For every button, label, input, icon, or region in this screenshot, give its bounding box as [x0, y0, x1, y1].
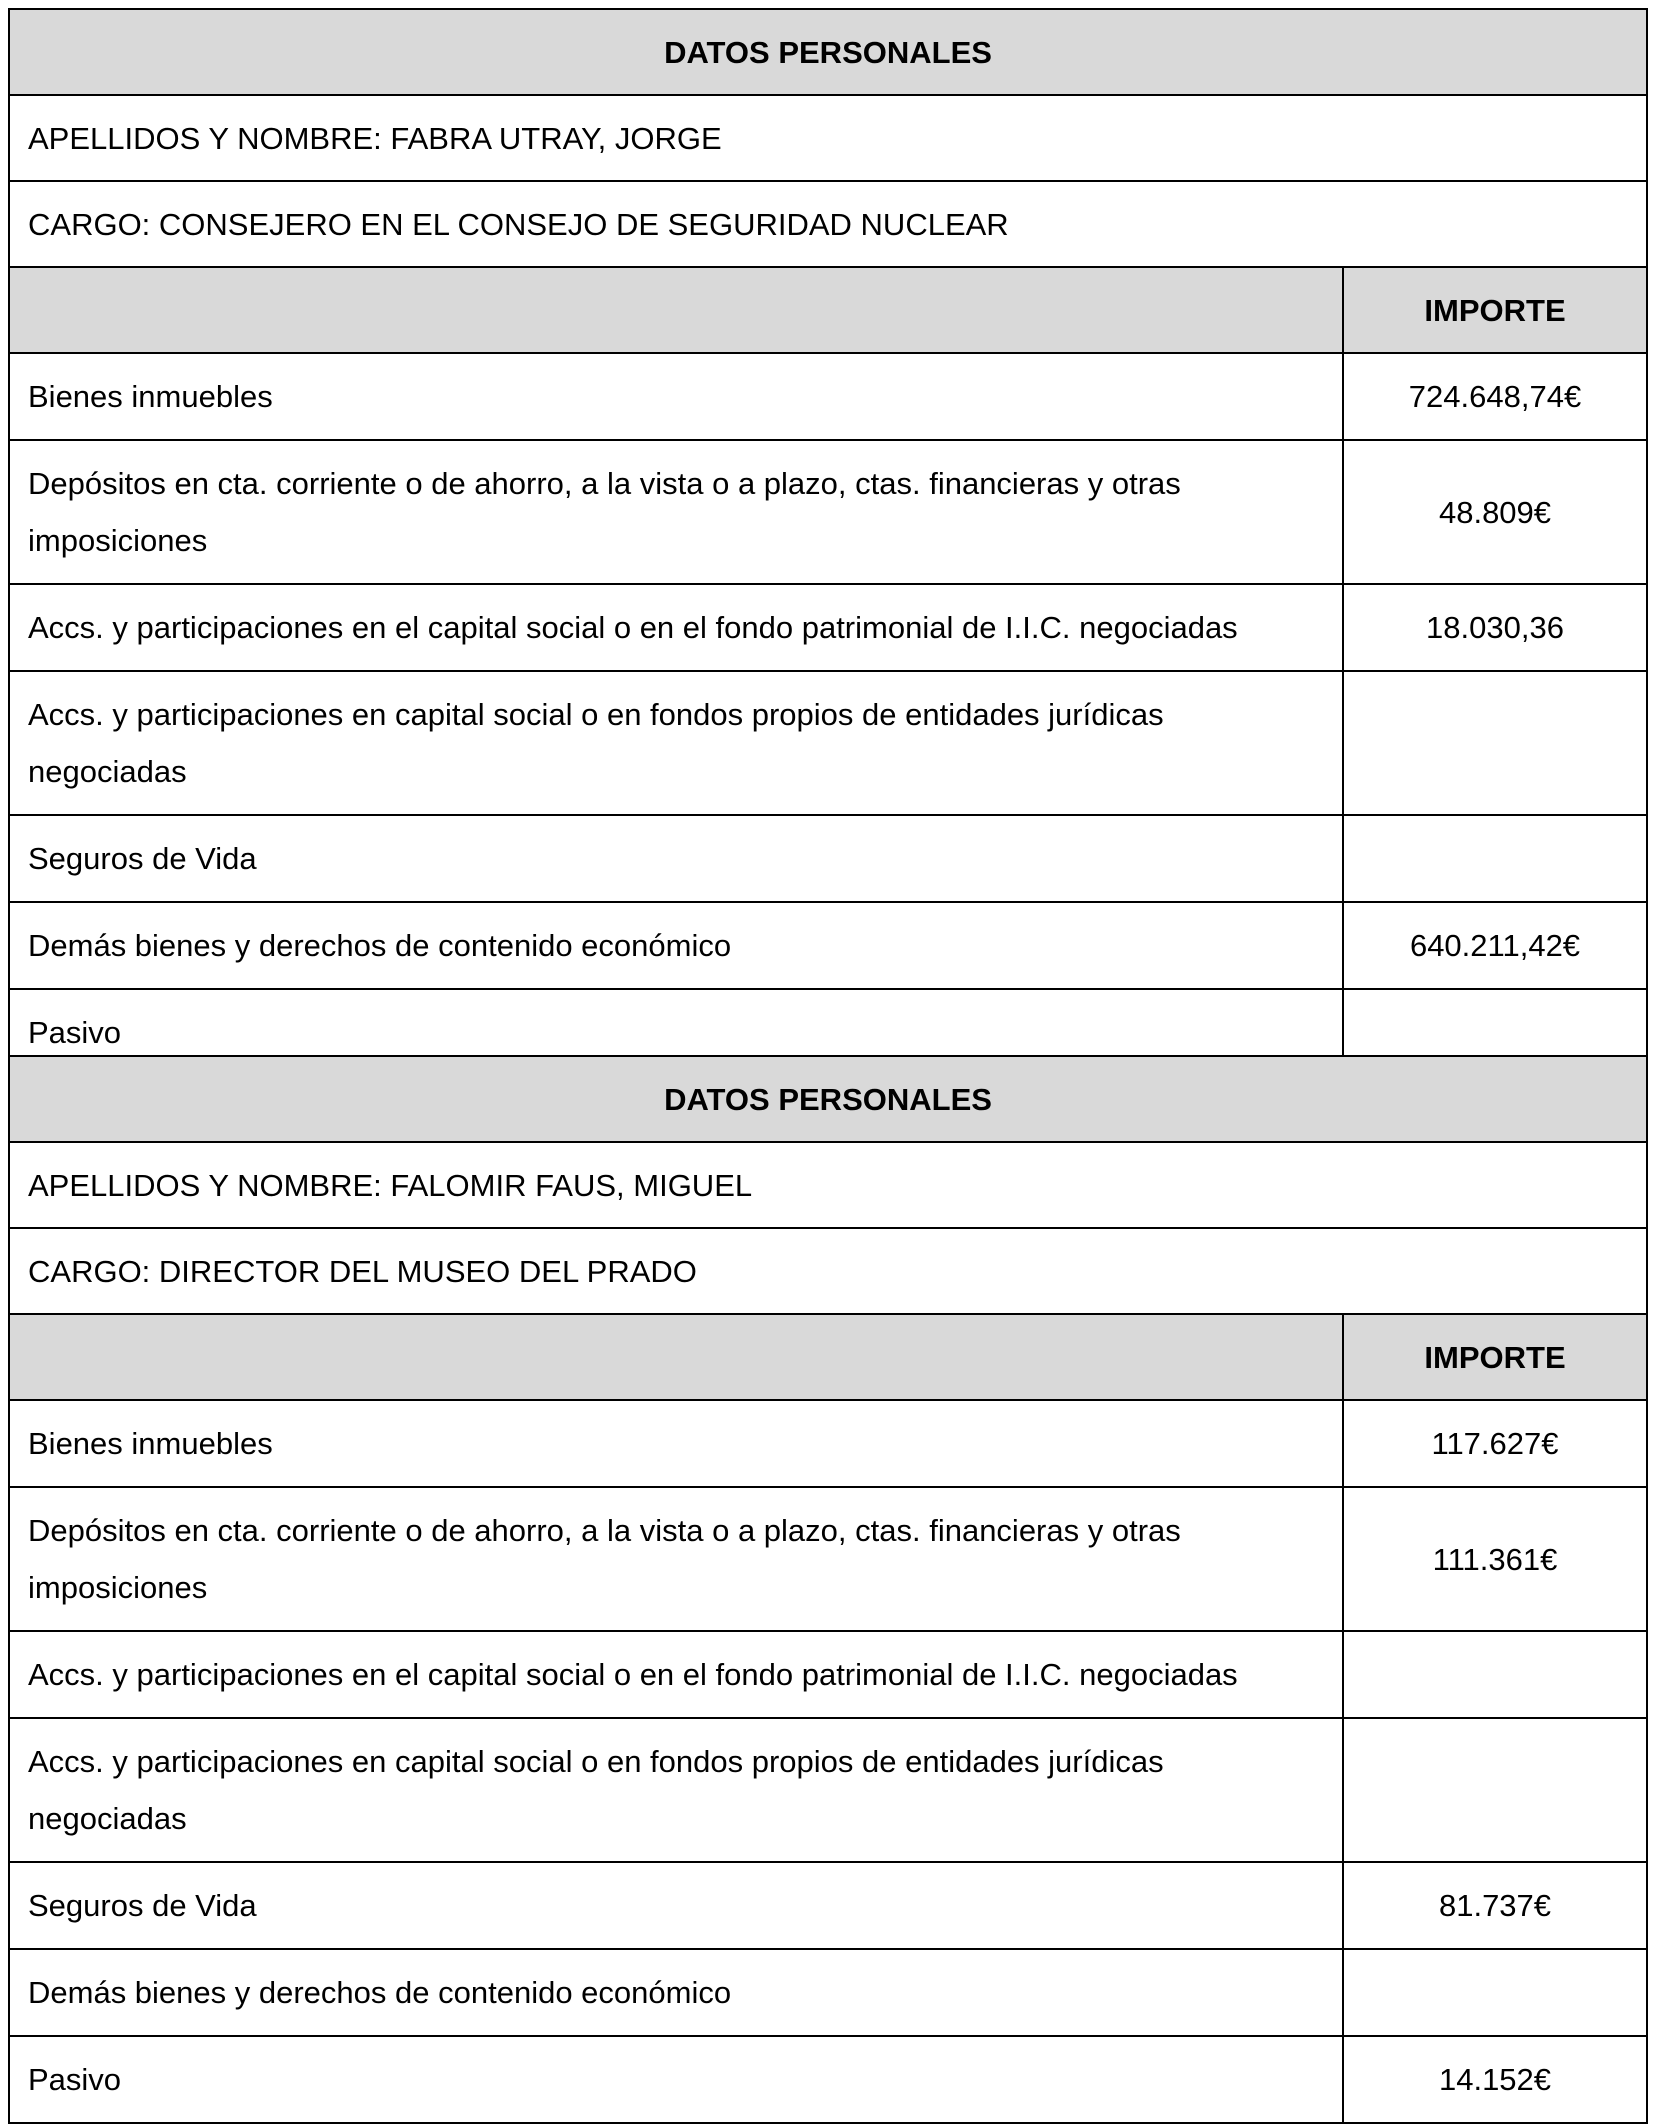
row-value: 14.152€ — [1343, 2036, 1647, 2123]
amount-column-header: IMPORTE — [1343, 267, 1647, 353]
amount-column-header: IMPORTE — [1343, 1314, 1647, 1400]
row-label: Accs. y participaciones en el capital social o en el fondo patrimonial de I.I.C. negociadas — [9, 584, 1343, 671]
row-label: Pasivo — [9, 2036, 1343, 2123]
declaration-table-2 — [8, 1055, 1646, 2124]
table-row — [9, 815, 1647, 902]
row-label: Accs. y participaciones en capital social o en fondos propios de entidades jurídicas negociadas — [9, 671, 1343, 815]
table-row — [9, 1949, 1647, 2036]
table-row — [9, 1718, 1647, 1862]
row-label: Seguros de Vida — [9, 815, 1343, 902]
row-value: 48.809€ — [1343, 440, 1647, 584]
row-label: Accs. y participaciones en capital social o en fondos propios de entidades jurídicas negociadas — [9, 1718, 1343, 1862]
row-value — [1343, 1631, 1647, 1718]
row-label: Depósitos en cta. corriente o de ahorro, a la vista o a plazo, ctas. financieras y otras imposiciones — [9, 440, 1343, 584]
row-label: Demás bienes y derechos de contenido económico — [9, 902, 1343, 989]
column-header-blank — [9, 267, 1343, 353]
row-value — [1343, 1949, 1647, 2036]
table-row — [9, 1400, 1647, 1487]
row-label: Bienes inmuebles — [9, 353, 1343, 440]
table-row — [9, 1631, 1647, 1718]
name-line: APELLIDOS Y NOMBRE: FABRA UTRAY, JORGE — [9, 95, 1647, 181]
row-label: Pasivo — [9, 989, 1343, 1076]
row-value: 724.648,74€ — [1343, 353, 1647, 440]
section-title: DATOS PERSONALES — [9, 9, 1647, 95]
row-value: 111.361€ — [1343, 1487, 1647, 1631]
column-header-blank — [9, 1314, 1343, 1400]
row-value — [1343, 1718, 1647, 1862]
table-row — [9, 671, 1647, 815]
row-value: 117.627€ — [1343, 1400, 1647, 1487]
row-value: 18.030,36 — [1343, 584, 1647, 671]
name-line: APELLIDOS Y NOMBRE: FALOMIR FAUS, MIGUEL — [9, 1142, 1647, 1228]
table-row — [9, 1862, 1647, 1949]
row-label: Accs. y participaciones en el capital social o en el fondo patrimonial de I.I.C. negociadas — [9, 1631, 1343, 1718]
table-row — [9, 2036, 1647, 2123]
section-title: DATOS PERSONALES — [9, 1056, 1647, 1142]
table-row — [9, 440, 1647, 584]
table-row — [9, 584, 1647, 671]
row-value — [1343, 671, 1647, 815]
row-label: Bienes inmuebles — [9, 1400, 1343, 1487]
table-row — [9, 902, 1647, 989]
row-label: Demás bienes y derechos de contenido económico — [9, 1949, 1343, 2036]
row-label: Seguros de Vida — [9, 1862, 1343, 1949]
row-label: Depósitos en cta. corriente o de ahorro, a la vista o a plazo, ctas. financieras y otras imposiciones — [9, 1487, 1343, 1631]
cargo-line: CARGO: CONSEJERO EN EL CONSEJO DE SEGURIDAD NUCLEAR — [9, 181, 1647, 267]
table-row — [9, 1487, 1647, 1631]
declaration-table-1 — [8, 8, 1646, 1077]
row-value: 640.211,42€ — [1343, 902, 1647, 989]
table-row — [9, 353, 1647, 440]
cargo-line: CARGO: DIRECTOR DEL MUSEO DEL PRADO — [9, 1228, 1647, 1314]
row-value — [1343, 815, 1647, 902]
row-value: 81.737€ — [1343, 1862, 1647, 1949]
